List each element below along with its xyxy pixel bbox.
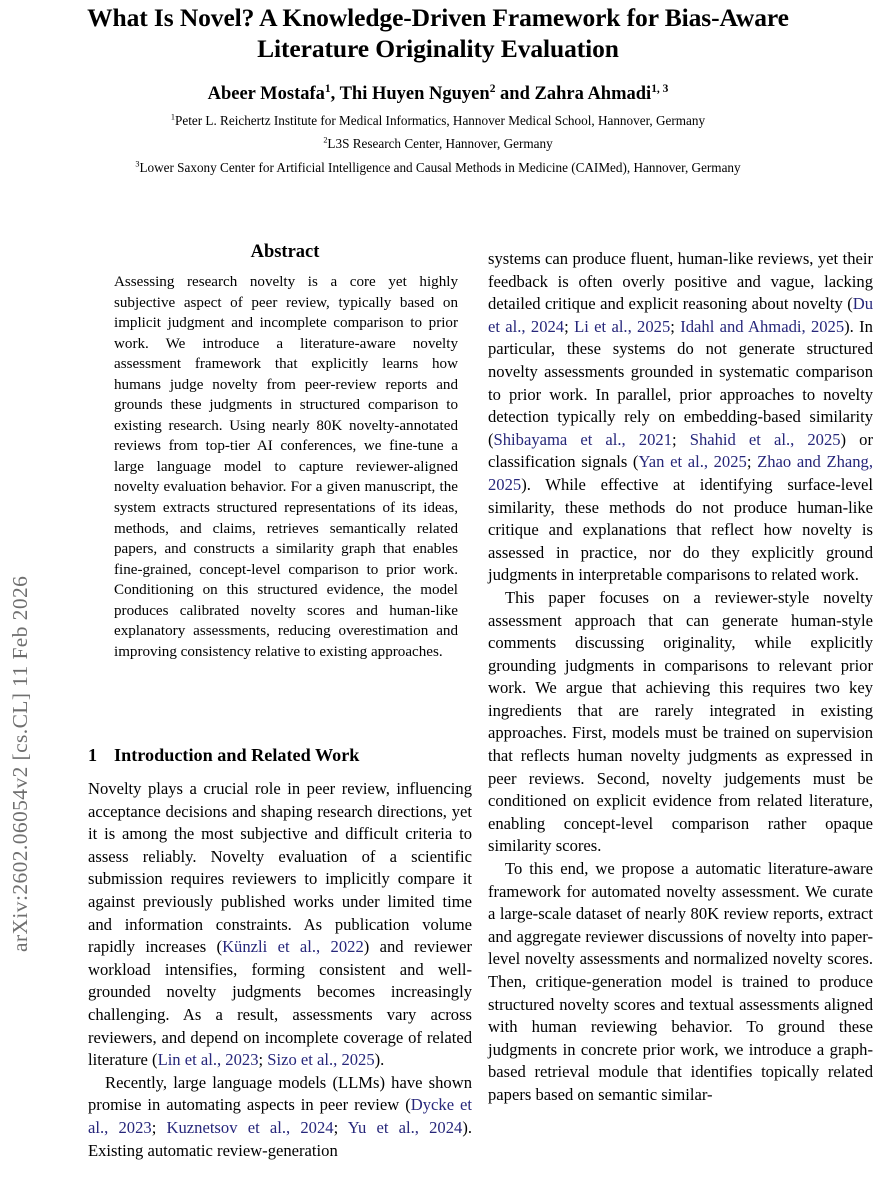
citation-link[interactable]: Lin et al., 2023 [157, 1050, 259, 1070]
paragraph [88, 1072, 472, 1162]
author-separator-2: and [495, 84, 535, 104]
text-run: systems can produce fluent, human-like reviews, yet their feedback is often overly positive and vague, lacking detailed critique and explicit reasoning about novelty ( [488, 249, 873, 314]
text-run: ). While effective at identifying surface-level similarity, these methods do not produce human-like critique and explanations that reflect how novelty is assessed in practice, nor do they explicitly ground judgments in interpretable comparisons to related work. [488, 474, 873, 585]
section-title-1: Introduction and Related Work [114, 745, 360, 765]
citation-link[interactable]: Sizo et al., 2025 [267, 1050, 375, 1070]
section-heading-1 [88, 745, 472, 766]
arxiv-identifier-text: arXiv:2602.06054v2 [cs.CL] 11 Feb 2026 [8, 575, 32, 952]
abstract-heading: Abstract [250, 242, 320, 262]
citation-link[interactable]: Shahid et al., 2025 [689, 429, 841, 449]
paragraph [88, 778, 472, 1072]
affiliation-text-3: Lower Saxony Center for Artificial Intelligence and Causal Methods in Medicine (CAIMed), Hannover, Germany [139, 160, 741, 175]
text-run: ). [374, 1050, 385, 1070]
page-title [70, 0, 806, 64]
citation-link[interactable]: Li et al., 2025 [574, 316, 671, 336]
paragraph [488, 248, 873, 587]
paper-title-line-1: What Is Novel? A Knowledge-Driven Framework for Bias-Aware [87, 3, 789, 32]
affiliation-marker-3: 3 [135, 159, 140, 169]
citation-link[interactable]: Zhao and Zhang, 2025 [488, 452, 873, 494]
text-run: ) and reviewer workload intensifies, forming consistent and well-grounded novelty judgments becomes increasingly challenging. As a result, assessments vary across reviewers, and depend on incomplete coverage of related literature ( [88, 937, 472, 1070]
affiliation-2 [0, 136, 876, 152]
author-affil-marker-3: 1, 3 [651, 82, 669, 95]
author-affil-marker-1: 1 [324, 82, 331, 95]
text-run: ; [258, 1050, 268, 1070]
paper-title-block [70, 0, 806, 64]
abstract-body: Assessing research novelty is a core yet highly subjective aspect of peer review, typically based on implicit judgment and incomplete comparison to prior work. We introduce a literature-aware novelty assessment framework that explicitly learns how humans judge novelty from peer-review reports and grounds these judgments in structured comparison to existing research. Using nearly 80K novelty-annotated reviews from top-tier AI conferences, we fine-tune a large language model to capture reviewer-aligned novelty evaluation behavior. For a given manuscript, the system extracts structured representations of its ideas, methods, and claims, retrieves semantically related papers, and constructs a similarity graph that enables fine-grained, concept-level comparison to prior work. Conditioning on this structured evidence, the model produces calibrated novelty scores and human-like explanatory assessments, reducing overestimation and improving consistency relative to existing approaches. [114, 274, 458, 660]
affiliation-marker-1: 1 [170, 112, 175, 122]
affiliation-3 [0, 160, 876, 176]
section-number-1: 1 [88, 745, 98, 765]
author-separator-1: , [330, 84, 340, 104]
body-column-right [488, 248, 873, 1107]
author-name-1: Abeer Mostafa [207, 84, 325, 104]
text-run: ). Existing automatic review-generation [88, 1117, 473, 1160]
citation-link[interactable]: Idahl and Ahmadi, 2025 [680, 316, 845, 336]
text-run: ; [746, 452, 758, 472]
text-run: ) or classification signals ( [488, 429, 873, 472]
arxiv-stamp [0, 0, 48, 1200]
body-column-left [88, 778, 472, 1162]
text-run: Novelty plays a crucial role in peer review, influencing acceptance decisions and shaping research directions, yet it is among the most subjective and difficult criteria to assess reliably. Novelty evaluation of a scientific submission requires reviewers to implicitly compare it against previously published works under limited time and information constraints. As publication volume rapidly increases ( [88, 779, 472, 957]
citation-link[interactable]: Künzli et al., 2022 [222, 937, 364, 957]
citation-link[interactable]: Shibayama et al., 2021 [493, 429, 672, 449]
citation-link[interactable]: Yu et al., 2024 [347, 1117, 463, 1137]
citation-link[interactable]: Dycke et al., 2023 [88, 1095, 472, 1137]
citation-link[interactable]: Du et al., 2024 [488, 294, 873, 336]
paper-title-line-2: Literature Originality Evaluation [257, 34, 619, 63]
text-run: ; [333, 1117, 348, 1137]
citation-link[interactable]: Yan et al., 2025 [638, 452, 747, 472]
text-run: ; [672, 429, 690, 449]
text-run: ; [670, 316, 681, 336]
affiliation-text-2: L3S Research Center, Hannover, Germany [327, 136, 553, 151]
author-name-3: Zahra Ahmadi [534, 84, 652, 104]
text-run: Recently, large language models (LLMs) have shown promise in automating aspects in peer review ( [88, 1072, 472, 1115]
author-name-2: Thi Huyen Nguyen [339, 84, 490, 104]
affiliation-marker-2: 2 [323, 135, 328, 145]
paragraph: This paper focuses on a reviewer-style novelty assessment approach that can generate human-style comments discussing originality, while explicitly grounding judgments in comparisons to relevant prior work. We argue that achieving this requires two key ingredients that are rarely integrated in existing approaches. First, models must be trained on supervision that reflects human novelty judgments as expressed in peer reviews. Second, novelty judgements must be conditioned on explicit evidence from related literature, enabling concept-level comparison rather opaque similarity scores. [488, 587, 873, 856]
text-run: ; [151, 1117, 167, 1137]
text-run: ). In particular, these systems do not generate structured novelty assessments grounded in systematic comparison to prior work. In parallel, prior approaches to novelty detection typically rely on embedding-based similarity ( [488, 316, 873, 449]
author-list [40, 83, 836, 106]
citation-link[interactable]: Kuznetsov et al., 2024 [166, 1117, 334, 1137]
paragraph: To this end, we propose a automatic literature-aware framework for automated novelty assessment. We curate a large-scale dataset of nearly 80K review reports, extract and aggregate reviewer discussions of novelty into paper-level novelty assessments and normalized novelty scores. Then, critique-generation model is trained to produce structured novelty scores and textual assessments aligned with human reviewing behavior. To ground these judgments in concrete prior work, we introduce a graph-based retrieval module that identifies topically related papers based on semantic similar- [488, 859, 873, 1104]
author-affil-marker-2: 2 [489, 82, 496, 95]
affiliation-text-1: Peter L. Reichertz Institute for Medical Informatics, Hannover Medical School, Hannover, Germany [175, 113, 706, 128]
affiliation-1 [0, 113, 876, 129]
text-run: ; [564, 316, 575, 336]
